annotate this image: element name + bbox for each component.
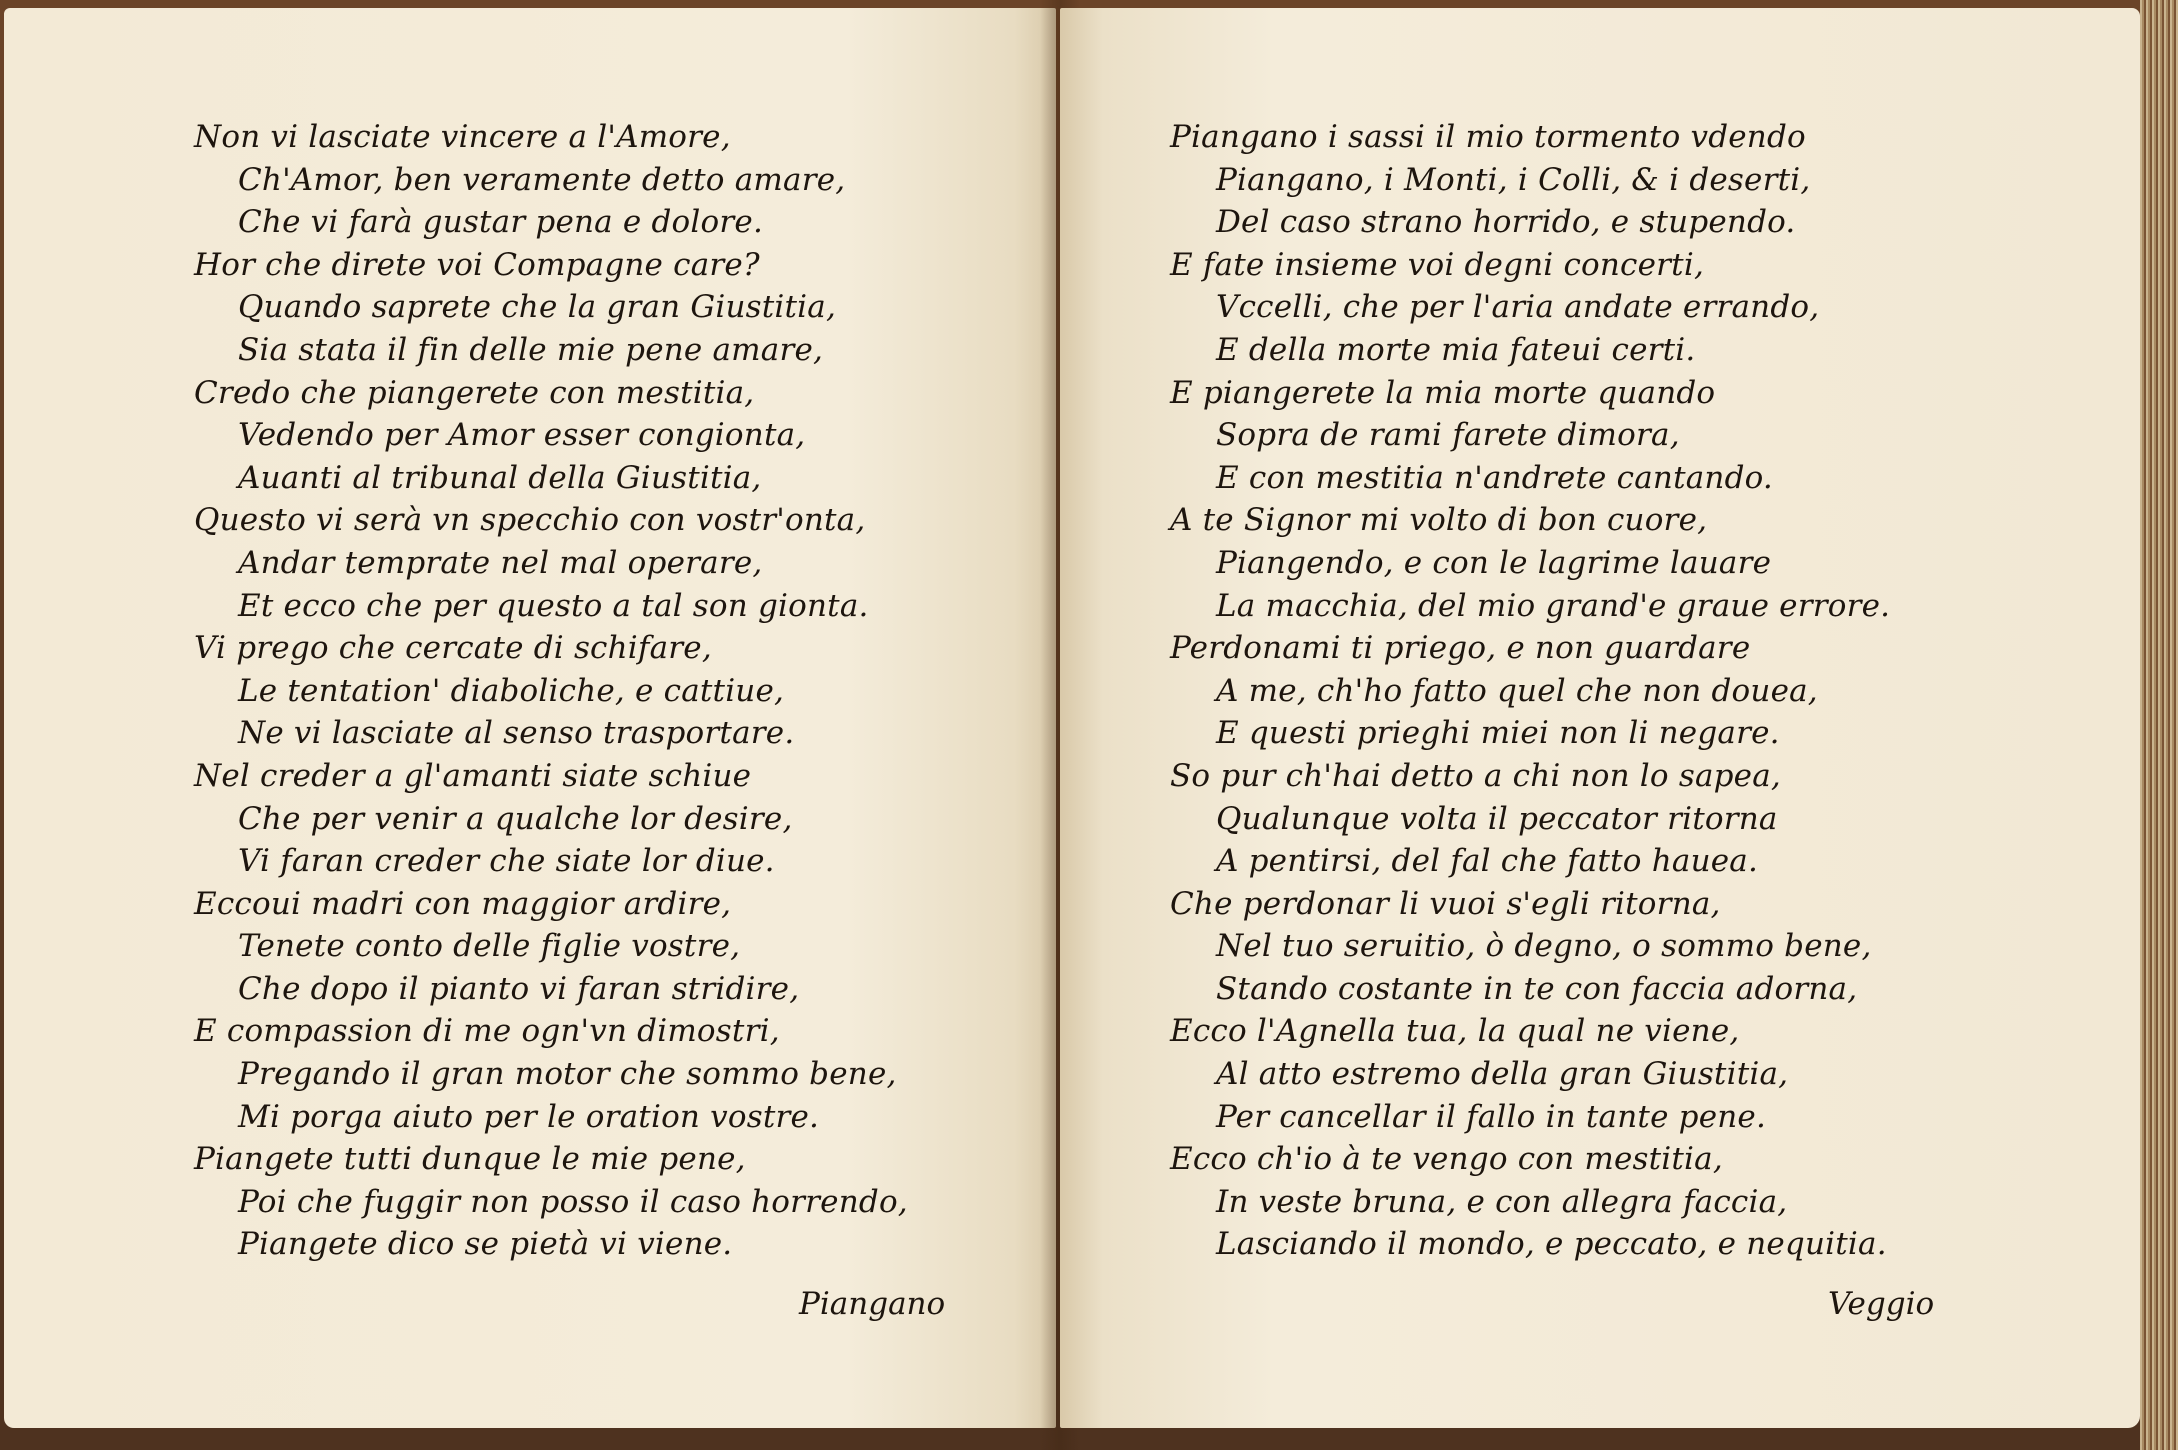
verse-line: Nel creder a gl'amanti siate schiue <box>194 757 752 794</box>
verse-line: Piangendo, e con le lagrime lauare <box>1216 544 1772 581</box>
verse-line: Hor che direte voi Compagne care? <box>194 246 760 283</box>
verse-line: Che perdonar li vuoi s'egli ritorna, <box>1170 885 1721 922</box>
verse-line: Poi che fuggir non posso il caso horrendo, <box>238 1183 908 1220</box>
verse-line: E piangerete la mia morte quando <box>1170 374 1716 411</box>
verse-line: La macchia, del mio grand'e graue errore. <box>1216 587 1891 624</box>
verse-line: Che per venir a qualche lor desire, <box>238 800 793 837</box>
verse-line: A me, ch'ho fatto quel che non douea, <box>1216 672 1818 709</box>
verse-line: Per cancellar il fallo in tante pene. <box>1216 1098 1767 1135</box>
verse-line: Nel tuo seruitio, ò degno, o sommo bene, <box>1216 928 1872 965</box>
verse-line: Piangano i sassi il mio tormento vdendo <box>1170 119 1806 155</box>
verse-line: Qualunque volta il peccator ritorna <box>1216 800 1778 837</box>
verse-line: Vi faran creder che siate lor diue. <box>238 843 775 880</box>
verse-line: Quando saprete che la gran Giustitia, <box>238 289 837 326</box>
verse-line: E con mestitia n'andrete cantando. <box>1216 459 1773 496</box>
verse-line: Questo vi serà vn specchio con vostr'onta, <box>194 502 866 539</box>
verse-line: Pregando il gran motor che sommo bene, <box>238 1056 897 1093</box>
verse-line: Al atto estremo della gran Giustitia, <box>1216 1056 1789 1093</box>
verse-line: Ecco l'Agnella tua, la qual ne viene, <box>1170 1013 1740 1050</box>
verse-line: Vedendo per Amor esser congionta, <box>238 417 806 454</box>
verse-line: Le tentation' diaboliche, e cattiue, <box>238 672 785 709</box>
verse-line: Perdonami ti priego, e non guardare <box>1170 630 1751 667</box>
verse-line: Ch'Amor, ben veramente detto amare, <box>238 161 846 198</box>
verse-line: E compassion di me ogn'vn dimostri, <box>194 1013 780 1050</box>
verse-line: Stando costante in te con faccia adorna, <box>1216 970 1858 1007</box>
left-page-text <box>194 116 994 1266</box>
verse-line: Lasciando il mondo, e peccato, e nequitia. <box>1216 1226 1887 1263</box>
verse-line: E fate insieme voi degni concerti, <box>1170 246 1704 283</box>
verse-line: A pentirsi, del fal che fatto haueа. <box>1216 843 1759 880</box>
verse-line: Piangano, i Monti, i Colli, & i deserti, <box>1216 161 1811 198</box>
verse-line: Vi prego che cercate di schifare, <box>194 630 712 667</box>
right-catchword: Veggio <box>1828 1286 1935 1322</box>
right-page <box>1060 8 2140 1428</box>
verse-line: Auanti al tribunal della Giustitia, <box>238 459 762 496</box>
verse-line: Eccoui madri con maggior ardire, <box>194 885 732 922</box>
verse-line: Del caso strano horrido, e stupendo. <box>1216 204 1796 241</box>
verse-line: Andar temprate nel mal operare, <box>238 544 763 581</box>
verse-line: Ecco ch'io à te vengo con mestitia, <box>1170 1141 1723 1178</box>
verse-line: Non vi lasciate vincere a l'Amore, <box>194 119 731 155</box>
verse-line: Vccelli, che per l'aria andate errando, <box>1216 289 1820 326</box>
verse-line: E questi prieghi miei non li negare. <box>1216 715 1780 752</box>
verse-line: Tenete conto delle figlie vostre, <box>238 928 741 965</box>
verse-line: So pur ch'hai detto a chi non lo sapea, <box>1170 757 1781 794</box>
verse-line: Ne vi lasciate al senso trasportare. <box>238 715 795 752</box>
verse-line: E della morte mia fateui certi. <box>1216 331 1696 368</box>
left-catchword: Piangano <box>799 1286 946 1322</box>
left-page <box>4 8 1056 1428</box>
page-edges <box>2140 0 2178 1450</box>
verse-line: Credo che piangerete con mestitia, <box>194 374 755 411</box>
verse-line: Et ecco che per questo a tal son gionta. <box>238 587 869 624</box>
verse-line: A te Signor mi volto di bon cuore, <box>1170 502 1708 539</box>
verse-line: Che vi farà gustar pena e dolore. <box>238 204 764 241</box>
verse-line: Piangete tutti dunque le mie pene, <box>194 1141 746 1178</box>
verse-line: Che dopo il pianto vi faran stridire, <box>238 970 800 1007</box>
verse-line: Mi porga aiuto per le oration vostre. <box>238 1098 820 1135</box>
verse-line: Sopra de rami farete dimora, <box>1216 417 1680 454</box>
verse-line: In veste bruna, e con allegra faccia, <box>1216 1183 1788 1220</box>
verse-line: Sia stata il fin delle mie pene amare, <box>238 331 824 368</box>
verse-line: Piangete dico se pietà vi viene. <box>238 1226 733 1263</box>
right-page-text <box>1170 116 2070 1266</box>
